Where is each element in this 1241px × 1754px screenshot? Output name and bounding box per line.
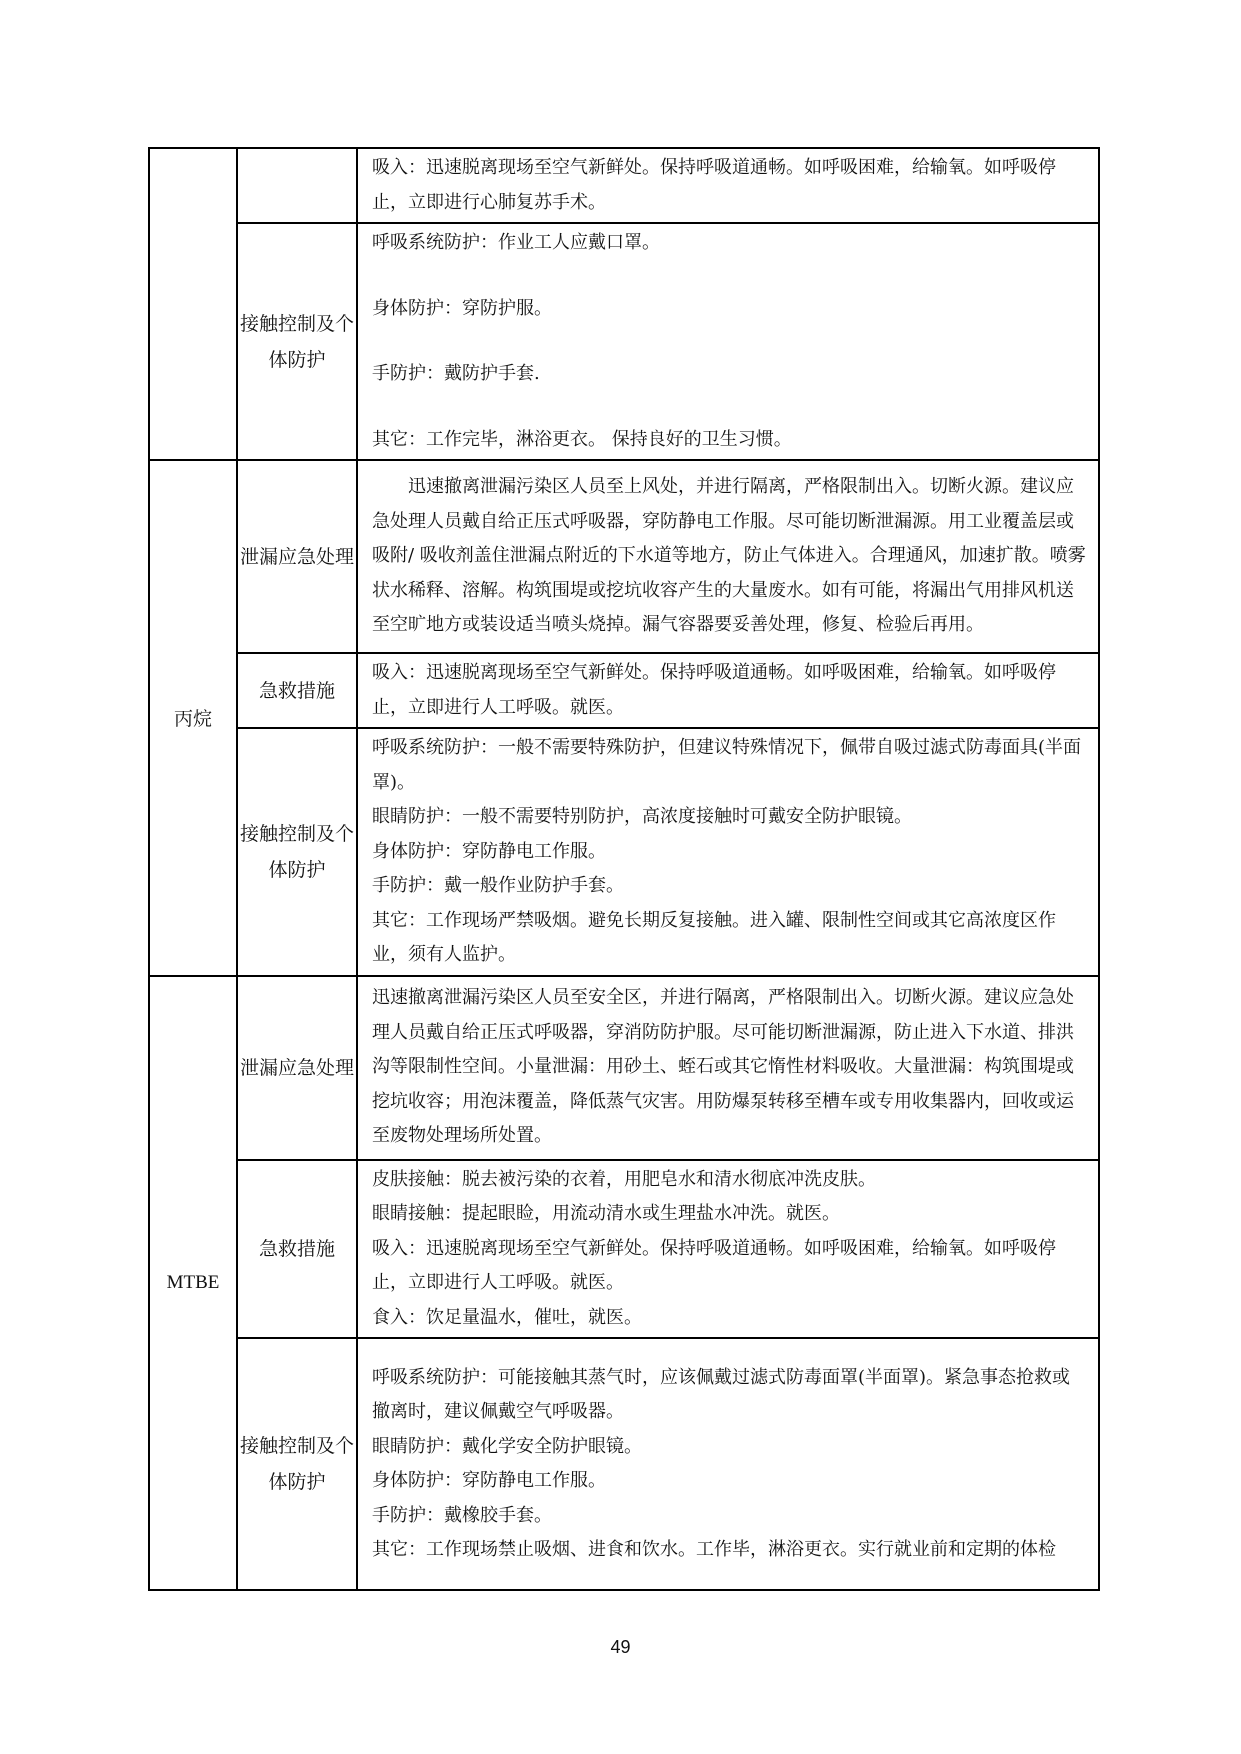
- table-row: [149, 976, 1099, 1160]
- table-row: [149, 460, 1099, 653]
- category-label: 急救措施: [237, 653, 357, 728]
- table-row: [149, 1160, 1099, 1339]
- category-label: 急救措施: [237, 1160, 357, 1339]
- category-label: 泄漏应急处理: [237, 460, 357, 653]
- page-number: 49: [610, 1637, 631, 1657]
- table-row: [149, 223, 1099, 460]
- table-row: [149, 653, 1099, 728]
- first-aid-text: 吸入：迅速脱离现场至空气新鲜处。保持呼吸道通畅。如呼吸困难，给输氧。如呼吸停止，立即进行人工呼吸。就医。: [357, 653, 1099, 728]
- table-row: [149, 1338, 1099, 1590]
- exposure-text: 呼吸系统防护：可能接触其蒸气时，应该佩戴过滤式防毒面罩(半面罩)。紧急事态抢救或撤离时，建议佩戴空气呼吸器。 眼睛防护：戴化学安全防护眼镜。 身体防护：穿防静电工作服。 手防护：戴橡胶手套。 其它：工作现场禁止吸烟、进食和饮水。工作毕，淋浴更衣。实行就业前和定期的体检: [357, 1338, 1099, 1590]
- substance-name: MTBE: [149, 976, 237, 1591]
- category-label: 接触控制及个体防护: [237, 223, 357, 460]
- first-aid-text: 皮肤接触：脱去被污染的衣着，用肥皂水和清水彻底冲洗皮肤。 眼睛接触：提起眼睑，用流动清水或生理盐水冲洗。就医。 吸入：迅速脱离现场至空气新鲜处。保持呼吸道通畅。如呼吸困难，给输氧。如呼吸停止，立即进行人工呼吸。就医。 食入：饮足量温水，催吐，就医。: [357, 1160, 1099, 1339]
- first-aid-cont-text: 吸入：迅速脱离现场至空气新鲜处。保持呼吸道通畅。如呼吸困难，给输氧。如呼吸停止，立即进行心肺复苏手术。: [357, 148, 1099, 223]
- leak-text: 迅速撤离泄漏污染区人员至安全区，并进行隔离，严格限制出入。切断火源。建议应急处理人员戴自给正压式呼吸器，穿消防防护服。尽可能切断泄漏源，防止进入下水道、排洪沟等限制性空间。小量泄漏：用砂土、蛭石或其它惰性材料吸收。大量泄漏：构筑围堤或挖坑收容；用泡沫覆盖，降低蒸气灾害。用防爆泵转移至槽车或专用收集器内，回收或运至废物处理场所处置。: [357, 976, 1099, 1160]
- category-cell-empty: [237, 148, 357, 223]
- substance-name: 丙烷: [149, 460, 237, 976]
- category-label: 接触控制及个体防护: [237, 728, 357, 976]
- safety-table: [148, 147, 1100, 1591]
- exposure-text: 呼吸系统防护：作业工人应戴口罩。 身体防护：穿防护服。 手防护：戴防护手套. 其它：工作完毕，淋浴更衣。 保持良好的卫生习惯。: [357, 223, 1099, 460]
- category-label: 泄漏应急处理: [237, 976, 357, 1160]
- table-row: [149, 728, 1099, 976]
- leak-text: 迅速撤离泄漏污染区人员至上风处，并进行隔离，严格限制出入。切断火源。建议应急处理人员戴自给正压式呼吸器，穿防静电工作服。尽可能切断泄漏源。用工业覆盖层或吸附/ 吸收剂盖住泄漏点附近的下水道等地方，防止气体进入。合理通风，加速扩散。喷雾状水稀释、溶解。构筑围堤或挖坑收容产生的大量废水。如有可能，将漏出气用排风机送至空旷地方或装设适当喷头烧掉。漏气容器要妥善处理，修复、检验后再用。: [357, 460, 1099, 653]
- exposure-text: 呼吸系统防护：一般不需要特殊防护，但建议特殊情况下，佩带自吸过滤式防毒面具(半面罩)。 眼睛防护：一般不需要特别防护，高浓度接触时可戴安全防护眼镜。 身体防护：穿防静电工作服。 手防护：戴一般作业防护手套。 其它：工作现场严禁吸烟。避免长期反复接触。进入罐、限制性空间或其它高浓度区作业，须有人监护。: [357, 728, 1099, 976]
- substance-cell-continued: [149, 148, 237, 460]
- table-row: [149, 148, 1099, 223]
- category-label: 接触控制及个体防护: [237, 1338, 357, 1590]
